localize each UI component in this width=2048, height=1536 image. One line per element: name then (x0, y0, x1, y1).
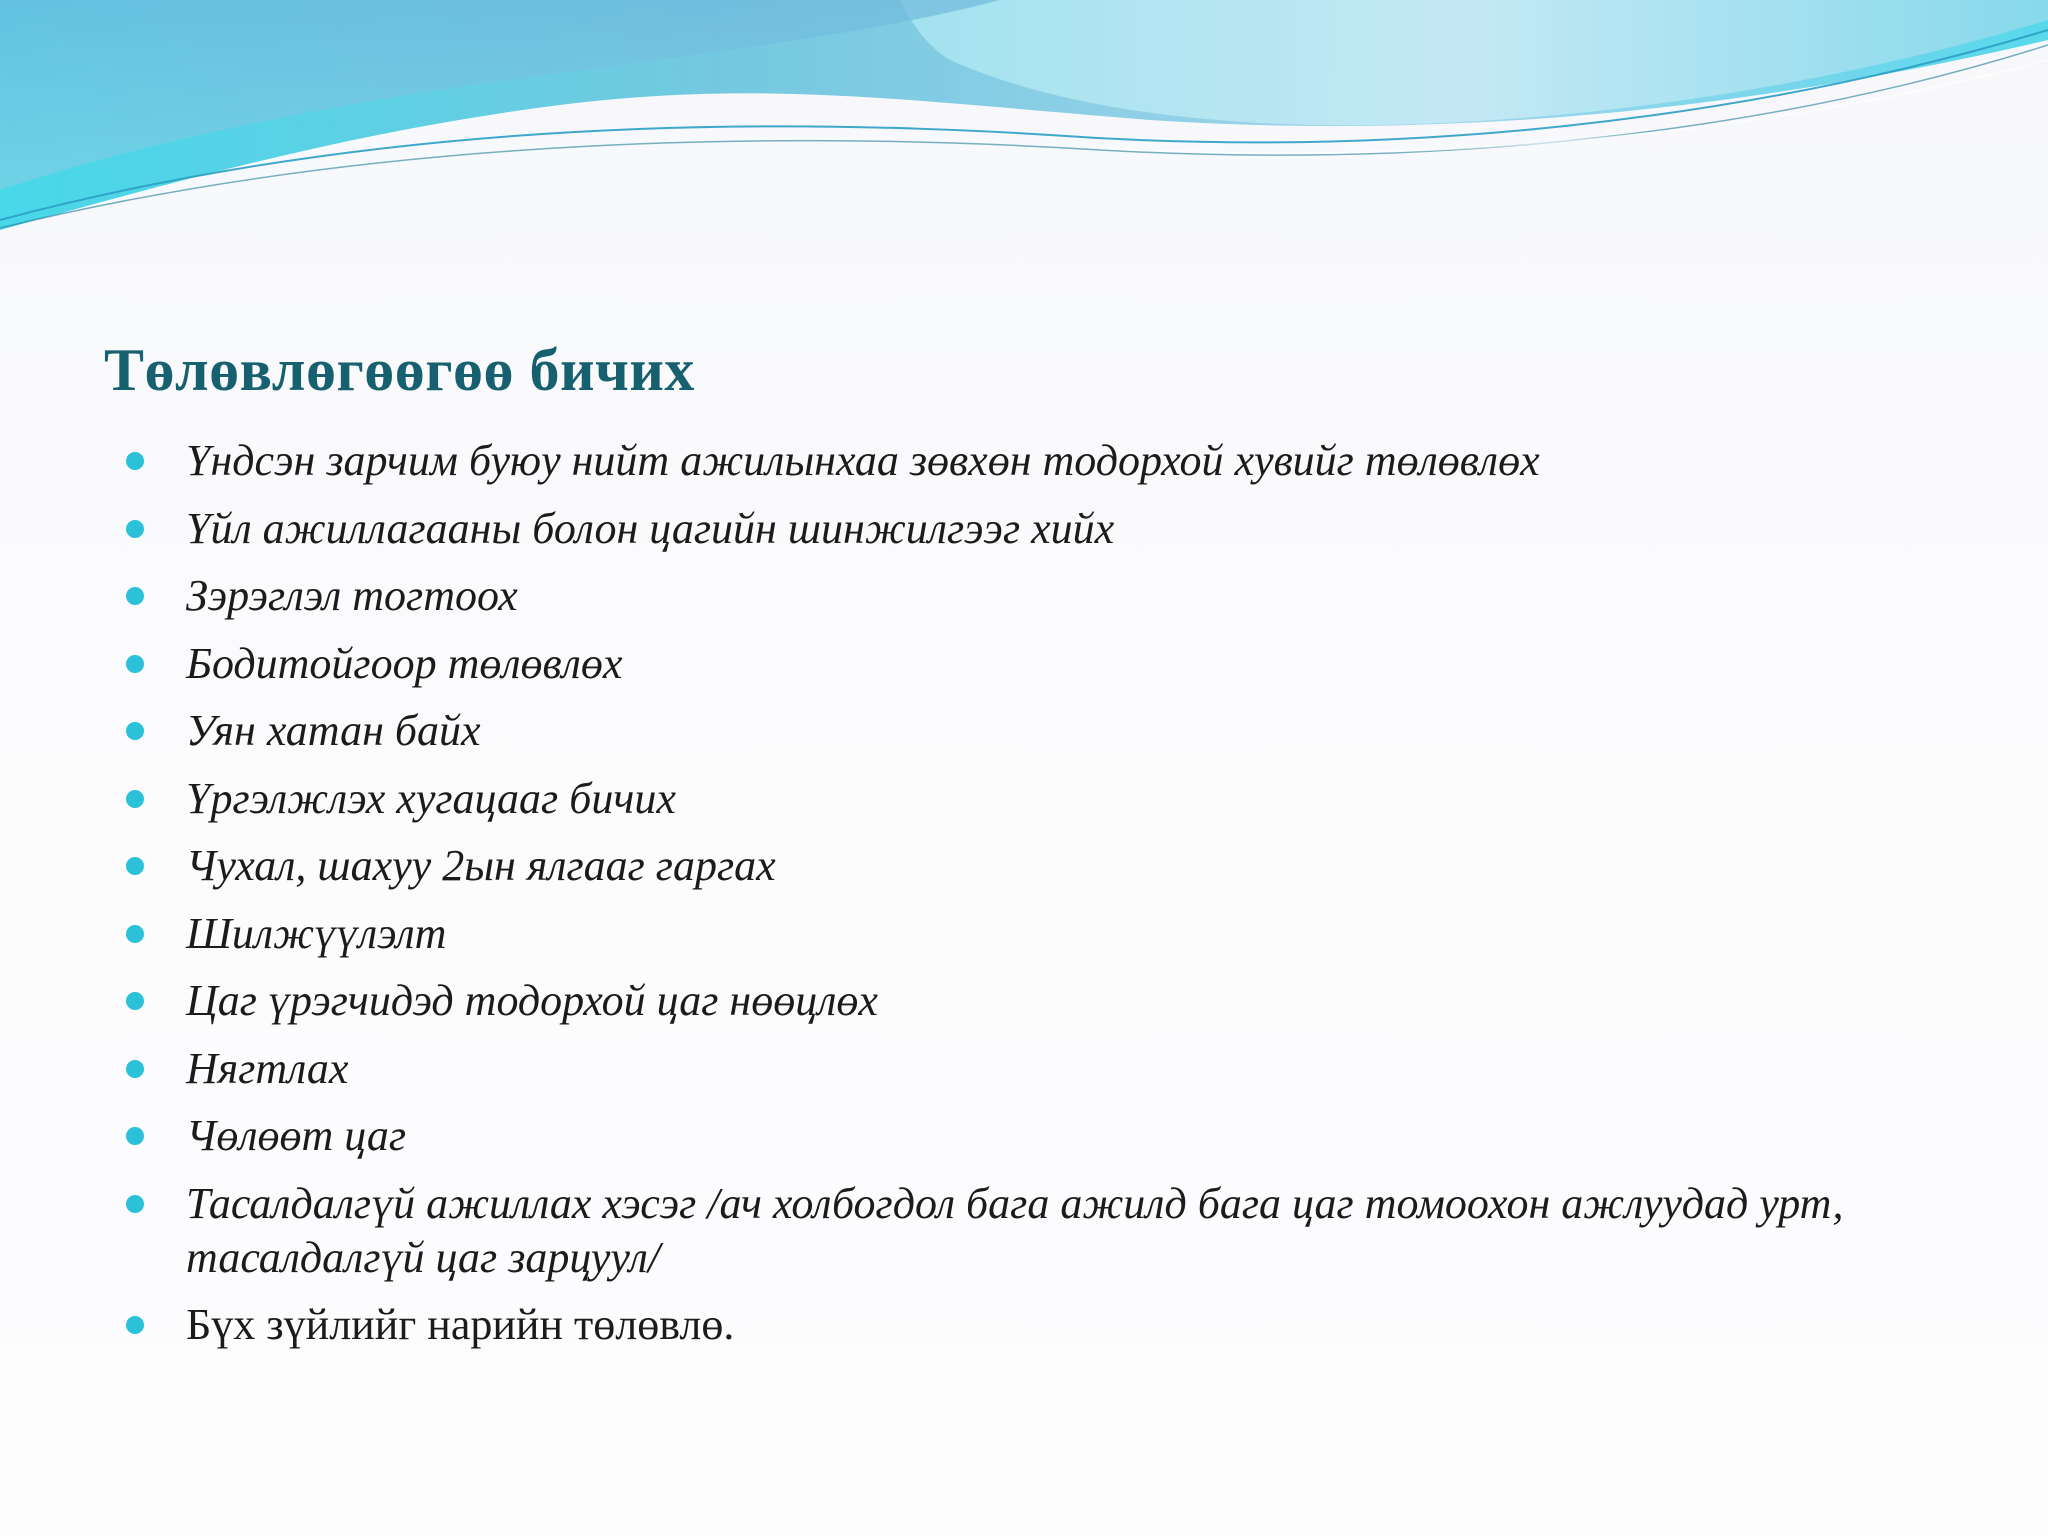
bullet-icon (126, 1060, 144, 1078)
bullet-icon (126, 520, 144, 538)
list-item (126, 1109, 2006, 1163)
list-item (126, 1298, 2006, 1352)
slide-title: Төлөвлөгөөгөө бичих (104, 337, 695, 403)
bullet-icon (126, 1316, 144, 1334)
list-item-text: Чухал, шахуу 2ын ялгааг гаргах (186, 841, 776, 890)
list-item (126, 434, 2006, 488)
list-item-text: Зэрэглэл тогтоох (186, 571, 518, 620)
list-item-text: Үргэлжлэх хугацааг бичих (186, 773, 676, 823)
bullet-icon (126, 857, 144, 875)
list-item-text: Бодитойгоор төлөвлөх (186, 638, 623, 688)
list-item (126, 839, 2006, 893)
list-item-text: Шилжүүлэлт (186, 908, 447, 958)
list-item-text: Цаг үрэгчидэд тодорхой цаг нөөцлөх (186, 976, 878, 1025)
bullet-icon (126, 790, 144, 808)
bullet-icon (126, 1127, 144, 1145)
list-item-text: Уян хатан байх (186, 706, 481, 755)
bullet-icon (126, 925, 144, 943)
list-item-text: Үйл ажиллагааны болон цагийн шинжилгээг хийх (186, 503, 1115, 553)
bullet-icon (126, 655, 144, 673)
list-item (126, 1177, 2006, 1285)
list-item-text: Бүх зүйлийг нарийн төлөвлө. (186, 1300, 735, 1349)
list-item (126, 1042, 2006, 1096)
bullet-icon (126, 452, 144, 470)
list-item (126, 569, 2006, 623)
list-item (126, 502, 2006, 556)
list-item (126, 907, 2006, 961)
list-item-text: Үндсэн зарчим буюу нийт ажилынхаа зөвхөн тодорхой хувийг төлөвлөх (186, 436, 1540, 485)
bullet-icon (126, 722, 144, 740)
list-item-text: Нягтлах (186, 1043, 349, 1093)
list-item-text: Тасалдалгүй ажиллах хэсэг /ач холбогдол бага ажилд бага цаг томоохон ажлуудад урт, тасалдалгүй цаг зарцуул/ (186, 1178, 1844, 1282)
list-item (126, 637, 2006, 691)
list-item-text: Чөлөөт цаг (186, 1111, 406, 1160)
list-item (126, 704, 2006, 758)
bullet-icon (126, 587, 144, 605)
list-item (126, 974, 2006, 1028)
bullet-list (126, 434, 2006, 1366)
bullet-icon (126, 992, 144, 1010)
decorative-wave-header (0, 0, 2048, 260)
list-item (126, 772, 2006, 826)
bullet-icon (126, 1195, 144, 1213)
